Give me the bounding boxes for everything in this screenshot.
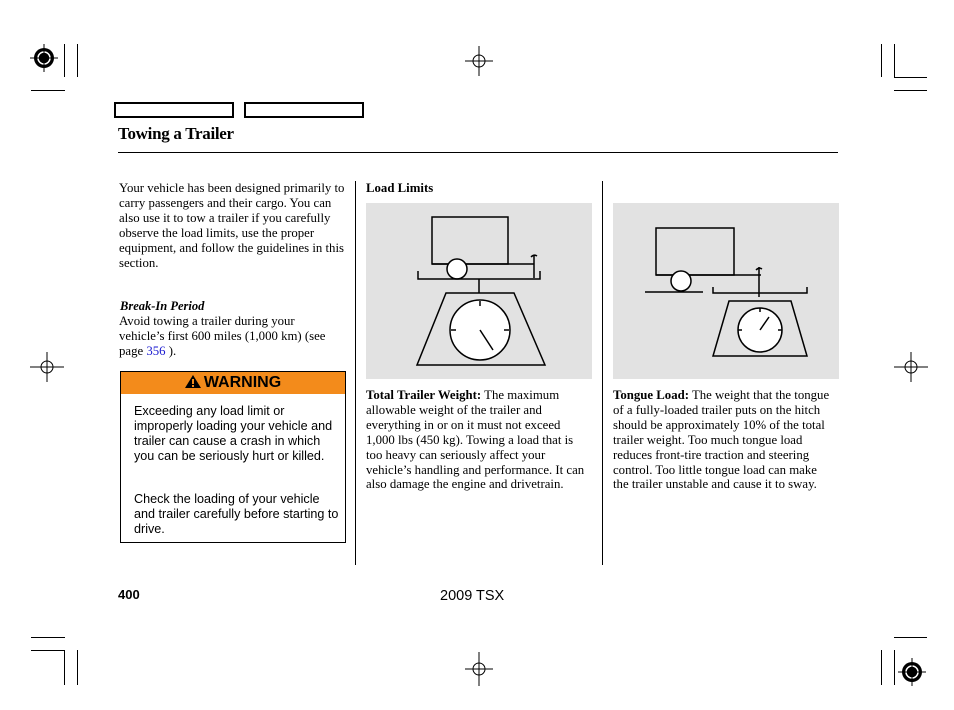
tongue-load-paragraph: Tongue Load: The weight that the tongue of a fully-loaded trailer puts on the hitch should be approximately 10% of the total trailer weight. Too much tongue load reduces front-tire traction and steering control. Too little tongue load can make the trailer unstable and cause it to sway. bbox=[613, 388, 830, 492]
header-tab-box bbox=[114, 102, 234, 118]
break-in-paragraph: Avoid towing a trailer during your vehicle’s first 600 miles (1,000 km) (see page 356 ). bbox=[119, 314, 326, 358]
column-divider bbox=[355, 181, 356, 565]
tongue-on-scale-illustration bbox=[613, 203, 839, 379]
model-name: 2009 TSX bbox=[440, 588, 505, 604]
registration-target-icon bbox=[28, 44, 60, 76]
header-tab-box bbox=[244, 102, 364, 118]
page-title: Towing a Trailer bbox=[118, 124, 234, 143]
warning-label: WARNING bbox=[203, 374, 282, 391]
warning-paragraph: Exceeding any load limit or improperly loading your vehicle and trailer can cause a crash in which you can be seriously hurt or killed. bbox=[134, 404, 333, 463]
warning-paragraph: Check the loading of your vehicle and trailer carefully before starting to drive. bbox=[134, 492, 339, 536]
crosshair-icon bbox=[463, 652, 495, 686]
total-weight-figure bbox=[366, 203, 592, 379]
warning-header bbox=[121, 372, 345, 394]
intro-paragraph: Your vehicle has been designed primarily to carry passengers and their cargo. You can also use it to tow a trailer if you carefully observe the load limits, use the proper equipment, and follow the guidelines in this section. bbox=[119, 181, 345, 270]
trailer-on-scale-illustration bbox=[366, 203, 592, 379]
tongue-load-figure bbox=[613, 203, 839, 379]
break-in-heading: Break-In Period bbox=[120, 299, 205, 313]
total-weight-paragraph: Total Trailer Weight: The maximum allowable weight of the trailer and everything in or on it must not exceed 1,000 lbs (450 kg). Towing a load that is too heavy can seriously affect your vehicle’s handling and performance. It can also damage the engine and drivetrain. bbox=[366, 388, 585, 492]
warning-box bbox=[120, 371, 346, 543]
page-link[interactable]: 356 bbox=[146, 343, 166, 358]
registration-target-icon bbox=[896, 656, 928, 688]
column-divider bbox=[602, 181, 603, 565]
warning-triangle-icon bbox=[185, 375, 201, 388]
crosshair-icon bbox=[894, 352, 928, 382]
crosshair-icon bbox=[463, 46, 495, 76]
title-rule bbox=[118, 152, 838, 153]
page-number: 400 bbox=[118, 587, 140, 602]
load-limits-heading: Load Limits bbox=[366, 181, 434, 195]
crosshair-icon bbox=[30, 352, 64, 382]
